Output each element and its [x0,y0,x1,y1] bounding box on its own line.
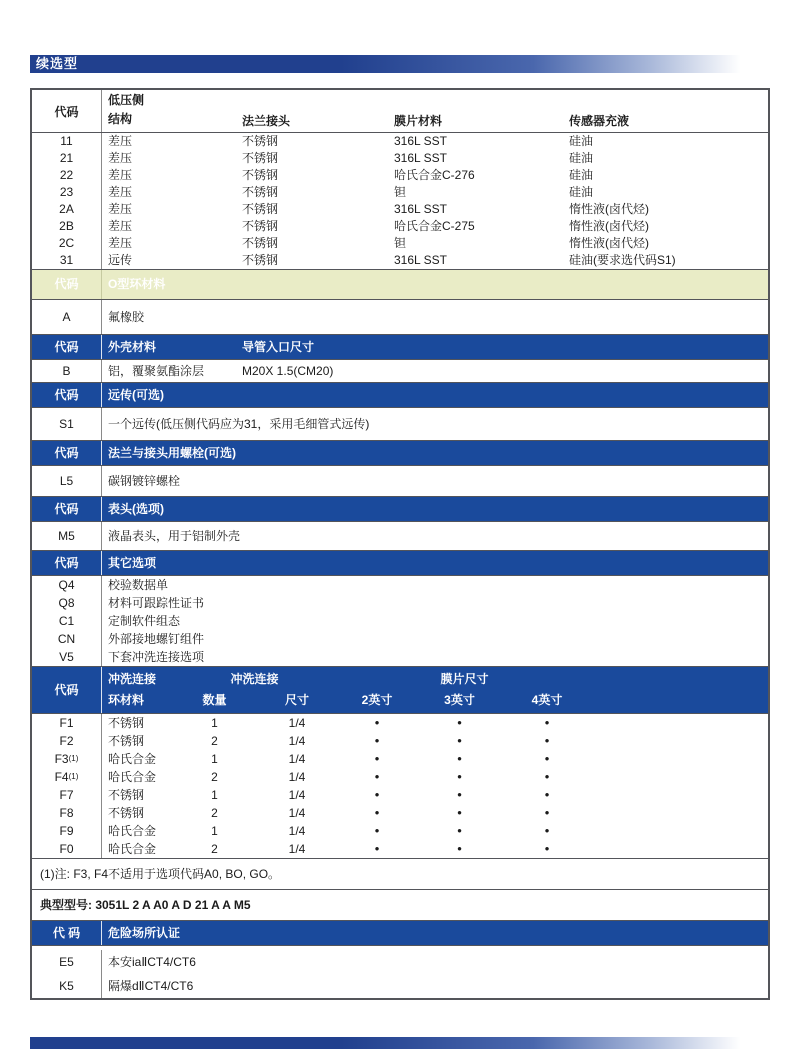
cell-3in-dot: • [457,787,462,802]
cell-code: 2C [32,235,102,252]
bolts-header-section [32,440,768,465]
cell-code: 2A [32,201,102,218]
cell-structure: 差压 [108,236,133,250]
cell-4in-dot: • [544,715,550,730]
table-row [32,822,768,840]
cell-fill: 硅油(要求选代码S1) [569,253,676,267]
cell-desc: 氟橡胶 [108,310,145,324]
meter-header-section [32,496,768,521]
cell-size: 1/4 [288,716,306,730]
cell-material: 不锈钢 [108,788,145,802]
meter-header-row [32,497,768,521]
cell-material: 铝，覆聚氨酯涂层 [108,364,205,378]
cell-code: Q4 [32,576,102,594]
column-header-qty: 数量 [202,693,227,707]
cell-4in-dot: • [544,841,550,856]
table-row [32,648,768,666]
oring-header-row [32,270,768,299]
cell-desc: 外部接地螺钉组件 [108,632,205,646]
remote-rows [32,407,768,440]
housing-header-row [32,335,768,359]
table-row [32,714,768,732]
cell-code: F3 (1) [32,750,102,768]
flush-rows [32,713,768,858]
bolts-rows [32,465,768,496]
column-header-housing: 外壳材料 [108,340,157,354]
cell-2in-dot: • [374,823,380,838]
table-row [32,252,768,269]
cell-code: F2 [32,732,102,750]
cell-diaphragm: 316L SST [394,202,447,216]
table-row [32,522,768,550]
cell-code: 22 [32,167,102,184]
cell-structure: 差压 [108,134,133,148]
footer-rule [30,1037,770,1049]
cell-code: F4 (1) [32,768,102,786]
cell-3in-dot: • [457,805,462,820]
cell-diaphragm: 哈氏合金C-276 [394,168,475,182]
footnote-section [32,858,768,889]
cell-3in-dot: • [457,841,462,856]
cell-code: S1 [32,408,102,440]
cell-2in-dot: • [374,769,380,784]
cell-qty: 1 [211,716,218,730]
column-header-size: 尺寸 [284,693,309,707]
low-pressure-rows [32,132,768,269]
cell-code: K5 [32,974,102,998]
cell-code: L5 [32,466,102,496]
column-header-code: 代码 [32,335,102,359]
cell-desc: 下套冲洗连接选项 [108,650,205,664]
footnote-marker: (1) [68,754,79,763]
cell-diaphragm: 钽 [394,185,407,199]
hazard-header-row [32,921,768,945]
cell-desc: 校验数据单 [108,578,169,592]
cell-3in-dot: • [457,823,462,838]
typical-model-text: 典型型号: 3051L 2 A A0 A D 21 A A M5 [40,898,251,912]
remote-header-section [32,382,768,407]
cell-flange: 不锈钢 [242,185,279,199]
cell-fill: 惰性液(卤代烃) [569,202,649,216]
cell-4in-dot: • [544,787,550,802]
table-row [32,576,768,594]
cell-desc: 本安iaⅡCT4/CT6 [108,955,196,969]
cell-entry: M20X 1.5(CM20) [242,364,334,378]
cell-2in-dot: • [374,715,380,730]
cell-flange: 不锈钢 [242,151,279,165]
column-header-structure: 低压侧 结构 [108,93,145,126]
other-rows [32,575,768,666]
cell-code: V5 [32,648,102,666]
table-row [32,732,768,750]
cell-size: 1/4 [288,770,306,784]
other-header-section [32,550,768,575]
cell-size: 1/4 [288,734,306,748]
cell-qty: 1 [211,788,218,802]
footnote-row [32,859,768,889]
cell-code: E5 [32,950,102,974]
ordering-table [30,88,770,1000]
cell-flange: 不锈钢 [242,168,279,182]
meter-rows [32,521,768,550]
cell-material: 哈氏合金 [108,752,157,766]
cell-diaphragm: 316L SST [394,151,447,165]
cell-2in-dot: • [374,841,380,856]
table-row [32,594,768,612]
cell-structure: 差压 [108,219,133,233]
cell-material: 不锈钢 [108,716,145,730]
banner-title: 续选型 [36,56,79,71]
cell-qty: 1 [211,824,218,838]
cell-structure: 差压 [108,151,133,165]
cell-qty: 2 [211,734,218,748]
cell-code: 31 [32,252,102,269]
cell-code: C1 [32,612,102,630]
cell-code: F1 [32,714,102,732]
cell-flange: 不锈钢 [242,236,279,250]
table-row [32,150,768,167]
footnote-marker: (1) [68,772,79,781]
table-row [32,184,768,201]
cell-code: B [32,360,102,382]
cell-material: 哈氏合金 [108,842,157,856]
column-group-connection: 冲洗连接 [230,672,279,686]
footnote-text: (1)注: F3, F4不适用于选项代码A0, BO, GO。 [40,867,281,881]
cell-size: 1/4 [288,806,306,820]
table-row [32,804,768,822]
column-header-code: 代 码 [32,921,102,945]
cell-4in-dot: • [544,733,550,748]
cell-qty: 2 [211,806,218,820]
table-row [32,630,768,648]
cell-code: F0 [32,840,102,858]
table-row [32,360,768,382]
cell-desc: 定制软件组态 [108,614,181,628]
cell-code: F9 [32,822,102,840]
column-header-code: 代码 [32,383,102,407]
cell-code: Q8 [32,594,102,612]
column-header-code: 代码 [32,497,102,521]
table-row [32,840,768,858]
typical-model-row [32,890,768,920]
table-row [32,300,768,334]
cell-material: 哈氏合金 [108,770,157,784]
cell-desc: 液晶表头，用于铝制外壳 [108,529,241,543]
column-header-meter: 表头(选项) [108,502,164,516]
cell-diaphragm: 316L SST [394,134,447,148]
column-header-4in: 4英寸 [531,693,563,707]
section-banner [30,55,770,73]
cell-diaphragm: 316L SST [394,253,447,267]
table-row [32,750,768,768]
flush-header-row [32,667,768,713]
column-header-hazard: 危险场所认证 [108,926,181,940]
cell-material: 哈氏合金 [108,824,157,838]
table-row [32,786,768,804]
table-row [32,201,768,218]
cell-fill: 硅油 [569,151,594,165]
hazard-rows [32,945,768,998]
column-header-bolts: 法兰与接头用螺栓(可选) [108,446,236,460]
column-header-flange: 法兰接头 [242,114,291,128]
cell-flange: 不锈钢 [242,253,279,267]
cell-flange: 不锈钢 [242,219,279,233]
table-row [32,167,768,184]
cell-size: 1/4 [288,788,306,802]
column-group-diaphragm-size: 膜片尺寸 [440,672,489,686]
column-header-code: 代码 [32,90,102,132]
table-row [32,218,768,235]
cell-code: 11 [32,133,102,150]
table-row [32,612,768,630]
cell-2in-dot: • [374,751,380,766]
column-header-ring-line2: 环材料 [108,693,145,707]
cell-3in-dot: • [457,769,462,784]
cell-desc: 碳钢镀锌螺栓 [108,474,181,488]
cell-structure: 远传 [108,253,133,267]
cell-qty: 2 [211,770,218,784]
cell-fill: 硅油 [569,168,594,182]
table-row [32,408,768,440]
cell-code: F8 [32,804,102,822]
table-row [32,235,768,252]
cell-3in-dot: • [457,733,462,748]
cell-4in-dot: • [544,823,550,838]
column-header-code: 代码 [32,441,102,465]
oring-rows [32,299,768,334]
cell-qty: 1 [211,752,218,766]
cell-code: 21 [32,150,102,167]
table-row [32,950,768,974]
table-row [32,974,768,998]
column-header-ring-line1: 冲洗连接 [108,672,157,686]
cell-qty: 2 [211,842,218,856]
cell-size: 1/4 [288,842,306,856]
cell-flange: 不锈钢 [242,134,279,148]
cell-fill: 硅油 [569,134,594,148]
oring-header-section [32,269,768,299]
cell-3in-dot: • [457,715,462,730]
bolts-header-row [32,441,768,465]
hazard-header-section [32,920,768,945]
cell-code: M5 [32,522,102,550]
cell-2in-dot: • [374,733,380,748]
cell-structure: 差压 [108,168,133,182]
cell-4in-dot: • [544,751,550,766]
other-header-row [32,551,768,575]
cell-code: F7 [32,786,102,804]
low-pressure-header-section [32,90,768,132]
cell-size: 1/4 [288,752,306,766]
typical-model-section [32,889,768,920]
cell-fill: 惰性液(卤代烃) [569,219,649,233]
cell-material: 不锈钢 [108,734,145,748]
cell-desc: 一个远传(低压侧代码应为31，采用毛细管式远传) [108,417,370,431]
column-header-3in: 3英寸 [444,693,475,707]
column-header-2in: 2英寸 [361,693,393,707]
flush-header-section [32,666,768,713]
cell-4in-dot: • [544,769,550,784]
cell-structure: 差压 [108,185,133,199]
cell-flange: 不锈钢 [242,202,279,216]
table-row [32,466,768,496]
cell-material: 不锈钢 [108,806,145,820]
cell-code: A [32,300,102,334]
column-header-code: 代码 [32,551,102,575]
cell-code: 2B [32,218,102,235]
table-row [32,768,768,786]
cell-code: 23 [32,184,102,201]
column-header-diaphragm: 膜片材料 [394,114,443,128]
table-row [32,133,768,150]
cell-diaphragm: 钽 [394,236,407,250]
column-header-conduit: 导管入口尺寸 [242,340,315,354]
cell-fill: 惰性液(卤代烃) [569,236,649,250]
cell-4in-dot: • [544,805,550,820]
housing-header-section [32,334,768,359]
column-header-code: 代码 [32,667,102,713]
remote-header-row [32,383,768,407]
low-pressure-header-row [32,90,768,132]
cell-desc: 材料可跟踪性证书 [108,596,205,610]
cell-2in-dot: • [374,805,380,820]
column-header-oring: O型环材料 [108,277,166,291]
column-header-other: 其它选项 [108,556,157,570]
cell-desc: 隔爆dⅡCT4/CT6 [108,979,194,993]
column-header-code: 代码 [32,270,102,299]
column-header-remote: 远传(可选) [108,388,164,402]
housing-rows [32,359,768,382]
cell-3in-dot: • [457,751,462,766]
cell-structure: 差压 [108,202,133,216]
cell-2in-dot: • [374,787,380,802]
cell-fill: 硅油 [569,185,594,199]
cell-diaphragm: 哈氏合金C-275 [394,219,475,233]
cell-size: 1/4 [288,824,306,838]
cell-code: CN [32,630,102,648]
column-header-fill: 传感器充液 [569,114,630,128]
